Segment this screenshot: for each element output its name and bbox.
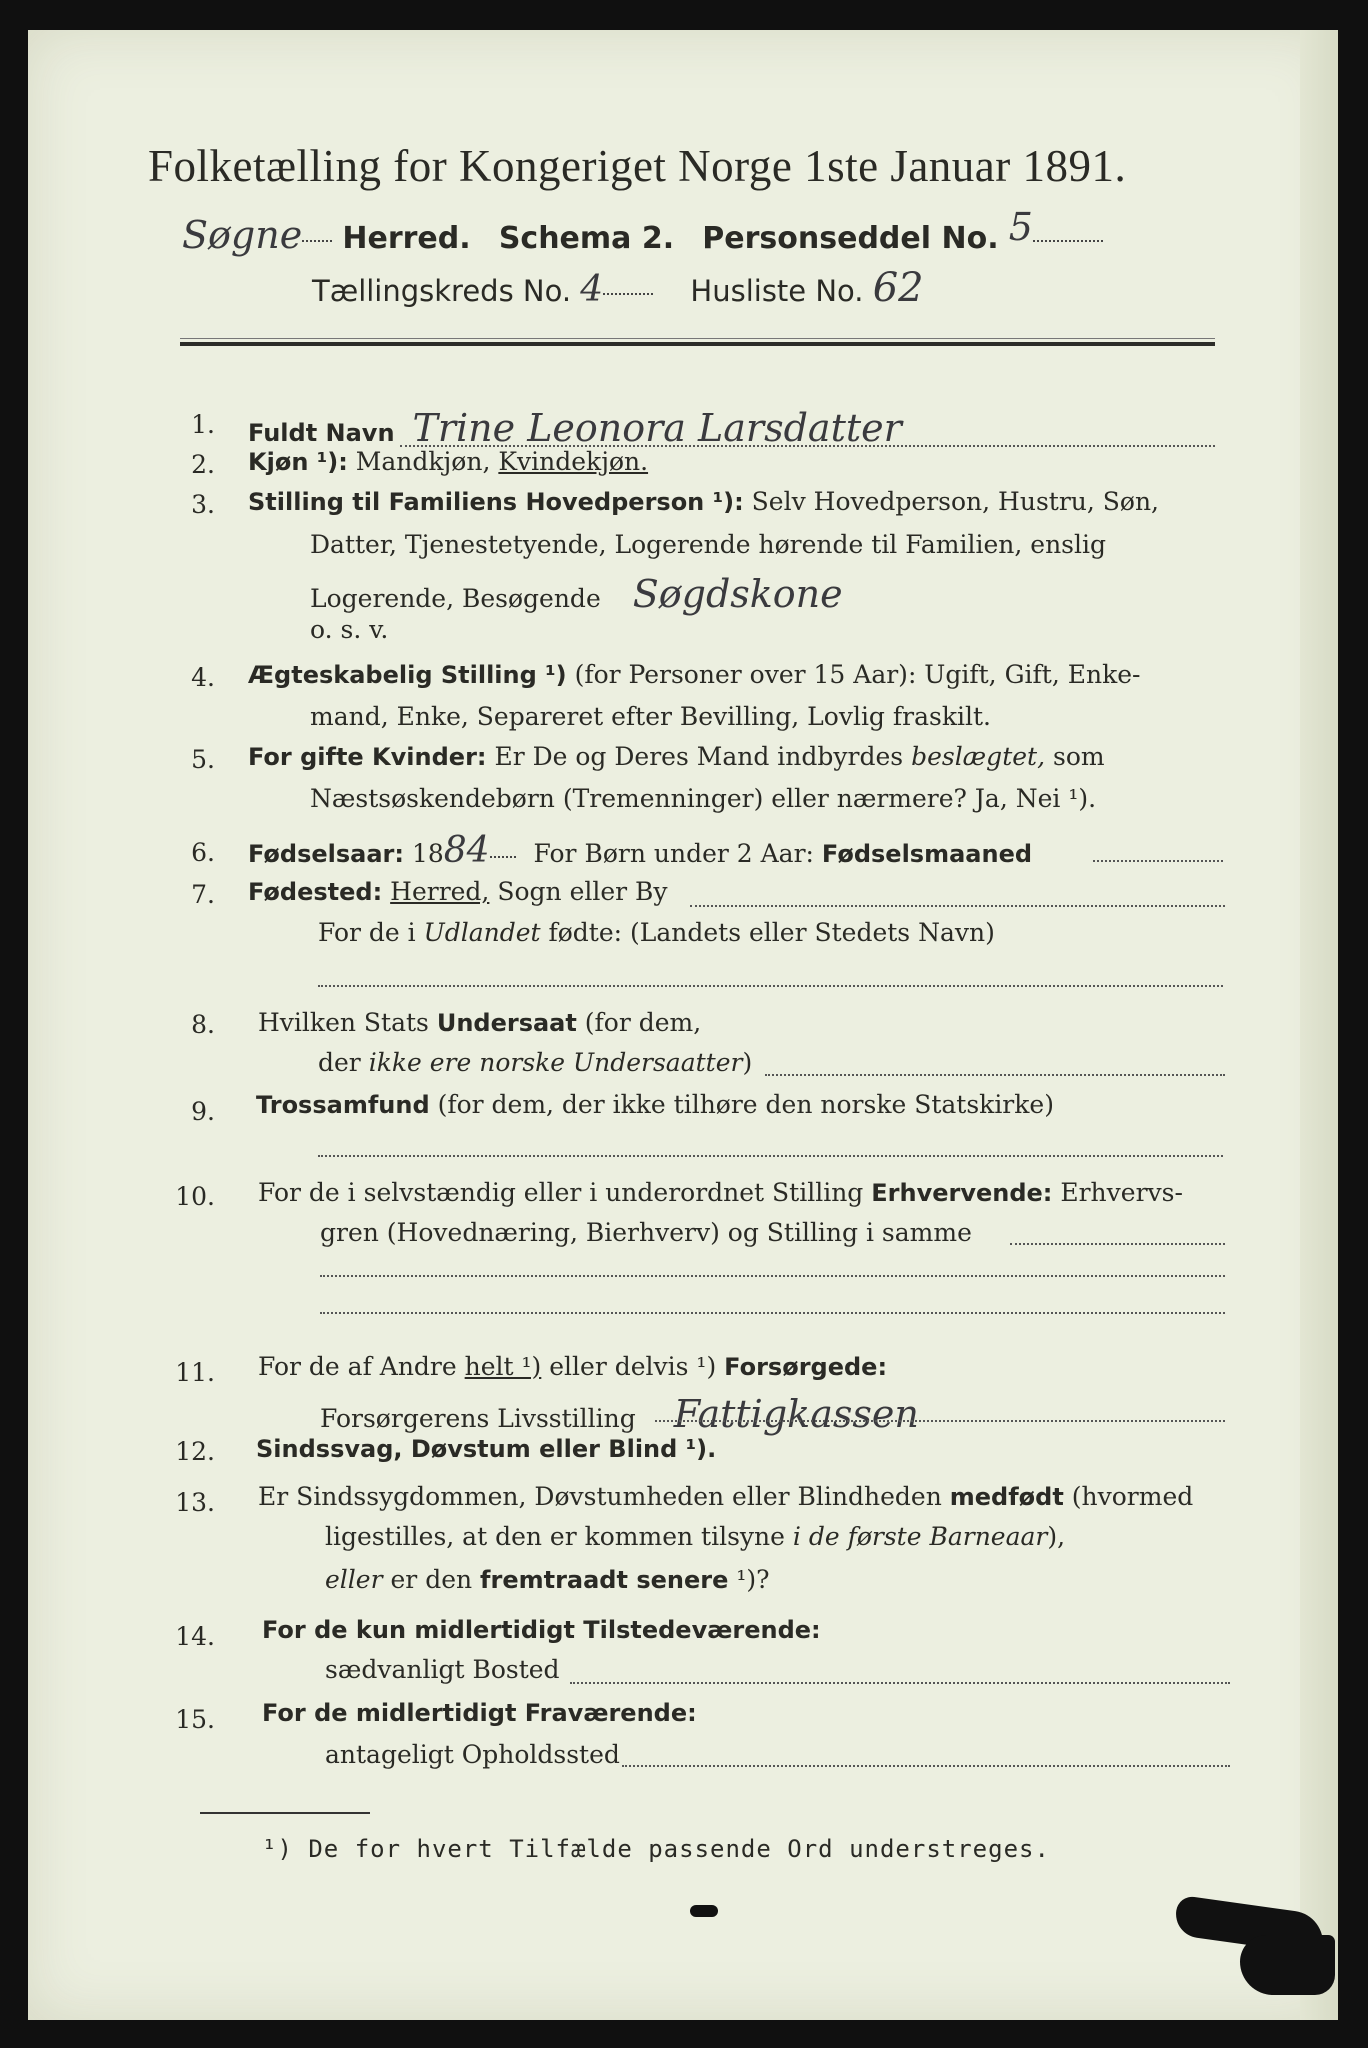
husliste-handwritten: 62 bbox=[872, 265, 924, 311]
probable-residence-label: antageligt Opholdssted bbox=[325, 1740, 620, 1769]
family-position-line4: o. s. v. bbox=[310, 615, 389, 644]
form-title: Folketælling for Kongeriget Norge 1ste Januar 1891. bbox=[148, 141, 1127, 191]
abroad-italic: Udlandet bbox=[423, 918, 541, 947]
item-2-row bbox=[248, 447, 648, 476]
religion-text: (for dem, der ikke tilhøre den norske Statskirke) bbox=[437, 1090, 1054, 1119]
citizenship-prefix: Hvilken Stats bbox=[258, 1008, 429, 1037]
item-8-number: 8. bbox=[191, 1010, 215, 1039]
religion-label: Trossamfund bbox=[256, 1091, 430, 1119]
item-12-number: 12. bbox=[175, 1437, 215, 1466]
citizenship-for-dem: (for dem, bbox=[584, 1008, 702, 1037]
paper-edge bbox=[1300, 30, 1338, 2020]
later-onset-label: fremtraadt senere bbox=[480, 1566, 729, 1594]
item-11-row bbox=[258, 1352, 887, 1381]
item-15-row bbox=[262, 1698, 697, 1727]
item-13-row bbox=[258, 1482, 1193, 1511]
congenital-line2-a: ligestilles, at den er kommen tilsyne bbox=[325, 1522, 785, 1551]
full-name-label: Fuldt Navn bbox=[248, 419, 395, 447]
item-3-line3 bbox=[310, 572, 843, 616]
birth-year-prefix: 18 bbox=[411, 839, 444, 868]
citizenship-italic: ikke ere norske Undersaatter bbox=[368, 1048, 743, 1077]
item-8-line2 bbox=[318, 1048, 752, 1077]
sex-male-option: Mandkjøn, bbox=[355, 447, 491, 476]
item-3-number: 3. bbox=[191, 490, 215, 519]
footnote-rule bbox=[200, 1812, 370, 1814]
item-1-number: 1. bbox=[191, 410, 215, 439]
under-two-text: For Børn under 2 Aar: bbox=[533, 839, 814, 868]
kreds-handwritten: 4 bbox=[580, 269, 604, 310]
item-4-row bbox=[248, 660, 1140, 689]
probable-residence-line bbox=[622, 1765, 1230, 1767]
item-13-line3 bbox=[325, 1565, 770, 1594]
birthplace-label: Fødested: bbox=[248, 878, 383, 906]
item-4-number: 4. bbox=[191, 663, 215, 692]
married-women-question: Er De og Deres Mand indbyrdes bbox=[494, 742, 904, 771]
husliste-label: Husliste No. bbox=[690, 274, 864, 308]
item-5-number: 5. bbox=[191, 745, 215, 774]
married-women-som: som bbox=[1052, 742, 1105, 771]
congenital-italic: i de første Barneaar bbox=[792, 1522, 1048, 1551]
item-8-row bbox=[258, 1008, 701, 1037]
family-position-label: Stilling til Familiens Hovedperson ¹): bbox=[248, 488, 744, 516]
ink-blot-corner-tail bbox=[1240, 1935, 1335, 1995]
occupation-suffix: Erhvervs- bbox=[1060, 1178, 1183, 1207]
congenital-line3-b: ¹)? bbox=[736, 1565, 770, 1594]
usual-residence-line bbox=[570, 1682, 1230, 1684]
herred-label: Herred. bbox=[342, 221, 471, 256]
occupation-line-a bbox=[1010, 1243, 1225, 1245]
item-1-row bbox=[248, 406, 902, 450]
item-6-row bbox=[248, 830, 1032, 871]
occupation-line-c bbox=[320, 1312, 1225, 1314]
supported-delvis: eller delvis ¹) bbox=[549, 1352, 717, 1381]
kreds-label: Tællingskreds No. bbox=[312, 274, 572, 308]
item-11-line2 bbox=[320, 1392, 919, 1436]
abroad-prefix: For de i bbox=[318, 918, 416, 947]
family-position-handwritten: Søgdskone bbox=[632, 572, 843, 616]
birth-month-line bbox=[1093, 860, 1223, 862]
family-position-options: Selv Hovedperson, Hustru, Søn, bbox=[751, 487, 1159, 516]
item-12-row bbox=[256, 1434, 716, 1463]
ink-blot-small bbox=[690, 1905, 718, 1917]
family-position-line3: Logerende, Besøgende bbox=[310, 584, 601, 613]
footnote: ¹) De for hvert Tilfælde passende Ord understreges. bbox=[262, 1835, 1050, 1863]
supported-helt-underlined: helt ¹) bbox=[464, 1352, 542, 1381]
header-kreds-row bbox=[312, 265, 924, 311]
temporary-present-label: For de kun midlertidigt Tilstedeværende: bbox=[262, 1616, 821, 1644]
occupation-line-b bbox=[320, 1275, 1225, 1277]
item-10-number: 10. bbox=[175, 1182, 215, 1211]
item-14-row bbox=[262, 1615, 821, 1644]
abroad-suffix: fødte: (Landets eller Stedets Navn) bbox=[548, 918, 995, 947]
congenital-line2-b: ), bbox=[1047, 1522, 1066, 1551]
married-women-related: beslægtet, bbox=[911, 742, 1046, 771]
congenital-line3-a: er den bbox=[390, 1565, 473, 1594]
birthplace-options: Sogn eller By bbox=[497, 877, 668, 906]
full-name-handwritten: Trine Leonora Larsdatter bbox=[412, 406, 902, 450]
occupation-line2: gren (Hovednæring, Bierhverv) og Stilling i samme bbox=[320, 1218, 972, 1247]
birthplace-line bbox=[690, 905, 1225, 907]
congenital-eller: eller bbox=[325, 1565, 383, 1594]
marital-status-options: (for Personer over 15 Aar): Ugift, Gift, Enke- bbox=[574, 660, 1141, 689]
item-10-row bbox=[258, 1178, 1183, 1207]
header-rule-thin bbox=[180, 338, 1215, 339]
schema-label: Schema 2. bbox=[498, 221, 675, 256]
personseddel-handwritten: 5 bbox=[1008, 205, 1033, 249]
provider-occupation-line bbox=[655, 1420, 1225, 1422]
abroad-line bbox=[318, 985, 1223, 987]
personseddel-label: Personseddel No. bbox=[702, 221, 999, 256]
birthplace-herred-underlined: Herred, bbox=[390, 877, 490, 906]
header-herred-row bbox=[182, 205, 1103, 257]
item-11-number: 11. bbox=[175, 1358, 215, 1387]
congenital-suffix: (hvormed bbox=[1071, 1482, 1194, 1511]
item-7-line2 bbox=[318, 918, 995, 947]
citizenship-line bbox=[765, 1074, 1225, 1076]
item-15-number: 15. bbox=[175, 1705, 215, 1734]
occupation-label: Erhvervende: bbox=[871, 1179, 1053, 1207]
family-position-line2: Datter, Tjenestetyende, Logerende hørende til Familien, enslig bbox=[310, 530, 1107, 559]
citizenship-der: der bbox=[318, 1048, 361, 1077]
supported-prefix: For de af Andre bbox=[258, 1352, 457, 1381]
religion-line bbox=[318, 1155, 1223, 1157]
item-13-line2 bbox=[325, 1522, 1065, 1551]
herred-handwritten: Søgne bbox=[182, 213, 303, 257]
item-3-row bbox=[248, 487, 1159, 516]
provider-occupation-handwritten: Fattigkassen bbox=[673, 1392, 919, 1436]
item-7-number: 7. bbox=[191, 880, 215, 909]
sex-female-option-underlined: Kvindekjøn. bbox=[498, 447, 649, 476]
marital-status-label: Ægteskabelig Stilling ¹) bbox=[248, 661, 567, 689]
birth-year-label: Fødselsaar: bbox=[248, 840, 404, 868]
item-2-number: 2. bbox=[191, 450, 215, 479]
item-5-row bbox=[248, 742, 1105, 771]
item-7-row bbox=[248, 877, 668, 906]
item-6-number: 6. bbox=[191, 838, 215, 867]
item-9-number: 9. bbox=[191, 1097, 215, 1126]
temporary-absent-label: For de midlertidigt Fraværende: bbox=[262, 1699, 697, 1727]
citizenship-paren: ) bbox=[742, 1048, 753, 1077]
supported-label: Forsørgede: bbox=[724, 1353, 888, 1381]
congenital-prefix: Er Sindssygdommen, Døvstumheden eller Blindheden bbox=[258, 1482, 942, 1511]
citizenship-label: Undersaat bbox=[436, 1009, 577, 1037]
sex-label: Kjøn ¹): bbox=[248, 448, 348, 476]
item-9-row bbox=[256, 1090, 1054, 1119]
item-14-number: 14. bbox=[175, 1622, 215, 1651]
marital-status-line2: mand, Enke, Separeret efter Bevilling, Lovlig fraskilt. bbox=[310, 702, 991, 731]
birth-year-handwritten: 84 bbox=[443, 830, 490, 871]
congenital-label: medfødt bbox=[949, 1483, 1064, 1511]
usual-residence-label: sædvanligt Bosted bbox=[325, 1655, 560, 1684]
header-rule bbox=[180, 342, 1215, 346]
provider-occupation-label: Forsørgerens Livsstilling bbox=[320, 1404, 636, 1433]
disability-label: Sindssvag, Døvstum eller Blind ¹). bbox=[256, 1435, 717, 1463]
birth-month-label: Fødselsmaaned bbox=[821, 840, 1033, 868]
item-13-number: 13. bbox=[175, 1488, 215, 1517]
occupation-prefix: For de i selvstændig eller i underordnet Stilling bbox=[258, 1178, 864, 1207]
married-women-label: For gifte Kvinder: bbox=[248, 743, 487, 771]
married-women-line2: Næstsøskendebørn (Tremenninger) eller nærmere? Ja, Nei ¹). bbox=[310, 784, 1097, 813]
